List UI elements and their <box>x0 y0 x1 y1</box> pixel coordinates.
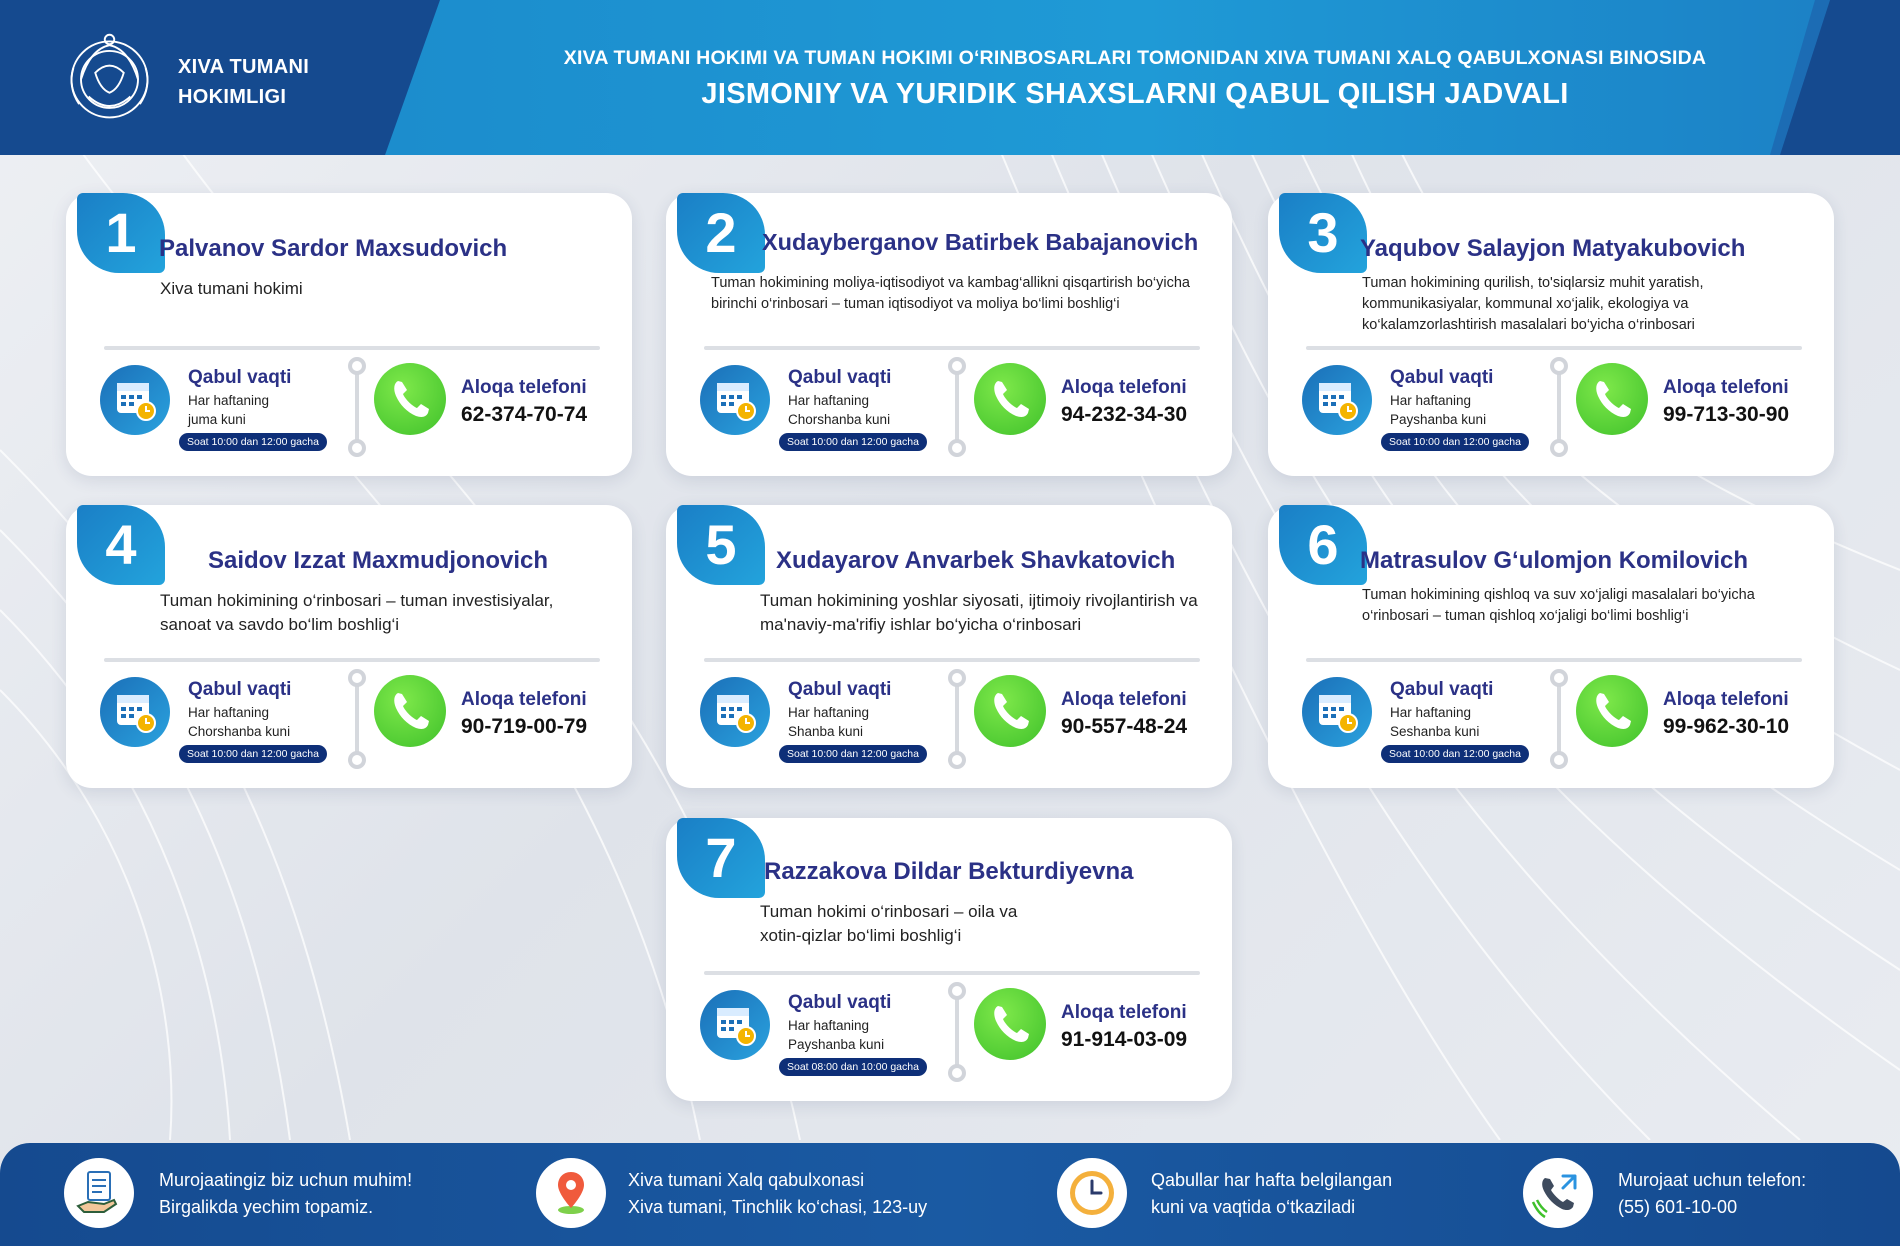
reception-day: juma kuni <box>188 412 246 427</box>
reception-time-label: Qabul vaqti <box>1390 679 1494 700</box>
official-name: Razzakova Dildar Bekturdiyevna <box>764 858 1134 885</box>
official-position: Tuman hokimining qurilish, to'siqlarsiz muhit yaratish, kommunikasiyalar, kommunal xo‘jalik, ekologiya va ko‘kalamzorlashtirish masalalari bo‘yicha o‘rinbosari <box>1362 275 1704 333</box>
calendar-clock-icon <box>700 365 770 435</box>
phone-icon <box>974 675 1046 747</box>
card-number-badge: 6 <box>1279 505 1367 585</box>
contact-phone-number[interactable]: 90-557-48-24 <box>1061 715 1188 738</box>
official-position: Tuman hokimining yoshlar siyosati, ijtimoiy rivojlantirish va ma'naviy-ma'rifiy ishlar bo‘yicha o‘rinbosari <box>760 591 1198 634</box>
header-subtitle: XIVA TUMANI HOKIMI VA TUMAN HOKIMI O‘RINBOSARLARI TOMONIDAN XIVA TUMANI XALQ QABULXONASI BINOSIDA <box>563 47 1707 69</box>
reception-day: Payshanba kuni <box>788 1037 885 1052</box>
separator-dot-bottom <box>348 751 366 769</box>
separator-dot-top <box>348 669 366 687</box>
separator-line <box>955 363 959 451</box>
footer-item-2-line2: Xiva tumani, Tinchlik ko‘chasi, 123-uy <box>628 1197 928 1217</box>
calendar-clock-icon <box>700 677 770 747</box>
reception-day: Chorshanba kuni <box>188 724 291 739</box>
reception-time-label: Qabul vaqti <box>188 679 292 700</box>
separator-line <box>1557 363 1561 451</box>
footer-item-1-line1: Murojaatingiz biz uchun muhim! <box>159 1170 413 1190</box>
separator-line <box>955 988 959 1076</box>
separator-dot-bottom <box>948 439 966 457</box>
contact-phone-label: Aloqa telefoni <box>1061 689 1187 710</box>
state-emblem-icon <box>62 30 157 125</box>
card-number-badge: 3 <box>1279 193 1367 273</box>
reception-day: Payshanba kuni <box>1390 412 1487 427</box>
separator-dot-top <box>948 669 966 687</box>
reception-time-label: Qabul vaqti <box>788 992 892 1013</box>
official-name: Yaqubov Salayjon Matyakubovich <box>1360 235 1746 262</box>
separator-dot-top <box>1550 357 1568 375</box>
card-number-badge: 4 <box>77 505 165 585</box>
official-card-5 <box>666 505 1232 788</box>
reception-hours-badge: Soat 10:00 dan 12:00 gacha <box>1381 433 1529 451</box>
official-card-2 <box>666 193 1232 476</box>
footer-item-4-line1: Murojaat uchun telefon: <box>1618 1170 1807 1190</box>
contact-phone-label: Aloqa telefoni <box>1061 1002 1187 1023</box>
weekly-label: Har haftaning <box>188 393 270 408</box>
contact-phone-number[interactable]: 99-713-30-90 <box>1663 403 1790 426</box>
separator-line <box>955 675 959 763</box>
official-name: Palvanov Sardor Maxsudovich <box>159 235 508 262</box>
calendar-clock-icon <box>700 990 770 1060</box>
contact-phone-label: Aloqa telefoni <box>1663 689 1789 710</box>
separator-line <box>1557 675 1561 763</box>
calendar-clock-icon <box>100 365 170 435</box>
card-number-badge: 7 <box>677 818 765 898</box>
reception-hours-badge: Soat 08:00 dan 10:00 gacha <box>779 1058 927 1076</box>
separator-line <box>355 363 359 451</box>
official-name: Xudayarov Anvarbek Shavkatovich <box>776 547 1176 574</box>
official-position: Xiva tumani hokimi <box>160 279 303 298</box>
separator-dot-bottom <box>948 1064 966 1082</box>
footer-item-4 <box>1618 1167 1806 1221</box>
card-divider <box>1306 658 1802 662</box>
footer-item-1-line2: Birgalikda yechim topamiz. <box>159 1197 374 1217</box>
official-position: Tuman hokimining moliya-iqtisodiyot va kambag‘allikni qisqartirish bo‘yicha birinchi o‘rinbosari – tuman iqtisodiyot va moliya bo‘limi boshlig‘i <box>711 275 1190 312</box>
reception-hours-badge: Soat 10:00 dan 12:00 gacha <box>779 745 927 763</box>
weekly-label: Har haftaning <box>1390 705 1472 720</box>
reception-day: Seshanba kuni <box>1390 724 1480 739</box>
calendar-clock-icon <box>1302 677 1372 747</box>
separator-dot-bottom <box>948 751 966 769</box>
separator-dot-bottom <box>348 439 366 457</box>
reception-time-label: Qabul vaqti <box>788 367 892 388</box>
organization-name <box>178 52 309 112</box>
footer-item-3 <box>1151 1167 1392 1221</box>
document-hand-icon <box>64 1158 134 1228</box>
official-position: Tuman hokimining qishloq va suv xo‘jaligi masalalari bo‘yicha o‘rinbosari – tuman qishloq xo‘jaligi bo‘limi boshlig‘i <box>1362 587 1755 624</box>
official-card-6 <box>1268 505 1834 788</box>
contact-phone-number[interactable]: 94-232-34-30 <box>1061 403 1188 426</box>
org-line-2: HOKIMLIGI <box>178 86 287 108</box>
card-number-badge: 5 <box>677 505 765 585</box>
phone-icon <box>374 363 446 435</box>
reception-hours-badge: Soat 10:00 dan 12:00 gacha <box>779 433 927 451</box>
footer-item-3-line1: Qabullar har hafta belgilangan <box>1151 1170 1393 1190</box>
official-position: Tuman hokimi o‘rinbosari – oila va xotin-qizlar bo‘limi boshlig‘i <box>760 902 1018 945</box>
reception-hours-badge: Soat 10:00 dan 12:00 gacha <box>179 745 327 763</box>
contact-phone-number[interactable]: 62-374-70-74 <box>461 403 588 426</box>
phone-call-icon <box>1523 1158 1593 1228</box>
contact-phone-label: Aloqa telefoni <box>1663 377 1789 398</box>
separator-dot-bottom <box>1550 439 1568 457</box>
official-card-3 <box>1268 193 1834 476</box>
card-divider <box>704 658 1200 662</box>
card-divider <box>704 346 1200 350</box>
header <box>0 0 1900 155</box>
weekly-label: Har haftaning <box>188 705 270 720</box>
calendar-clock-icon <box>1302 365 1372 435</box>
separator-dot-top <box>1550 669 1568 687</box>
contact-phone-number[interactable]: 99-962-30-10 <box>1663 715 1790 738</box>
separator-dot-top <box>948 357 966 375</box>
reception-day: Chorshanba kuni <box>788 412 891 427</box>
weekly-label: Har haftaning <box>788 1018 870 1033</box>
contact-phone-label: Aloqa telefoni <box>461 377 587 398</box>
reception-day: Shanba kuni <box>788 724 864 739</box>
contact-phone-number[interactable]: 90-719-00-79 <box>461 715 588 738</box>
card-number-badge: 2 <box>677 193 765 273</box>
calendar-clock-icon <box>100 677 170 747</box>
weekly-label: Har haftaning <box>788 393 870 408</box>
page-title: JISMONIY VA YURIDIK SHAXSLARNI QABUL QILISH JADVALI <box>701 78 1569 110</box>
separator-dot-top <box>948 982 966 1000</box>
footer-item-3-line2: kuni va vaqtida o‘tkaziladi <box>1151 1197 1356 1217</box>
contact-phone-label: Aloqa telefoni <box>1061 377 1187 398</box>
reception-hours-badge: Soat 10:00 dan 12:00 gacha <box>1381 745 1529 763</box>
official-position: Tuman hokimining o‘rinbosari – tuman investisiyalar, sanoat va savdo bo‘lim boshlig‘i <box>160 591 554 634</box>
official-card-1 <box>66 193 632 476</box>
separator-dot-top <box>348 357 366 375</box>
reception-hours-badge: Soat 10:00 dan 12:00 gacha <box>179 433 327 451</box>
org-line-1: XIVA TUMANI <box>178 56 310 78</box>
location-pin-icon <box>536 1158 606 1228</box>
official-name: Saidov Izzat Maxmudjonovich <box>208 547 549 574</box>
separator-line <box>355 675 359 763</box>
card-divider <box>104 346 600 350</box>
footer-item-1 <box>159 1167 412 1221</box>
weekly-label: Har haftaning <box>788 705 870 720</box>
card-number-badge: 1 <box>77 193 165 273</box>
card-divider <box>1306 346 1802 350</box>
phone-icon <box>974 988 1046 1060</box>
phone-icon <box>374 675 446 747</box>
contact-phone-number[interactable]: 91-914-03-09 <box>1061 1028 1188 1051</box>
phone-icon <box>974 363 1046 435</box>
official-card-7 <box>666 818 1232 1101</box>
official-card-4 <box>66 505 632 788</box>
reception-time-label: Qabul vaqti <box>188 367 292 388</box>
clock-icon <box>1057 1158 1127 1228</box>
phone-icon <box>1576 363 1648 435</box>
official-name: Matrasulov G‘ulomjon Komilovich <box>1360 547 1749 574</box>
weekly-label: Har haftaning <box>1390 393 1472 408</box>
reception-time-label: Qabul vaqti <box>788 679 892 700</box>
official-name: Xudayberganov Batirbek Babajanovich <box>762 229 1199 255</box>
phone-icon <box>1576 675 1648 747</box>
card-divider <box>104 658 600 662</box>
footer <box>0 1143 1900 1246</box>
card-divider <box>704 971 1200 975</box>
contact-phone-label: Aloqa telefoni <box>461 689 587 710</box>
reception-time-label: Qabul vaqti <box>1390 367 1494 388</box>
footer-item-2-line1: Xiva tumani Xalq qabulxonasi <box>628 1170 865 1190</box>
footer-item-2 <box>628 1167 927 1221</box>
footer-item-4-line2[interactable]: (55) 601-10-00 <box>1618 1197 1738 1217</box>
separator-dot-bottom <box>1550 751 1568 769</box>
